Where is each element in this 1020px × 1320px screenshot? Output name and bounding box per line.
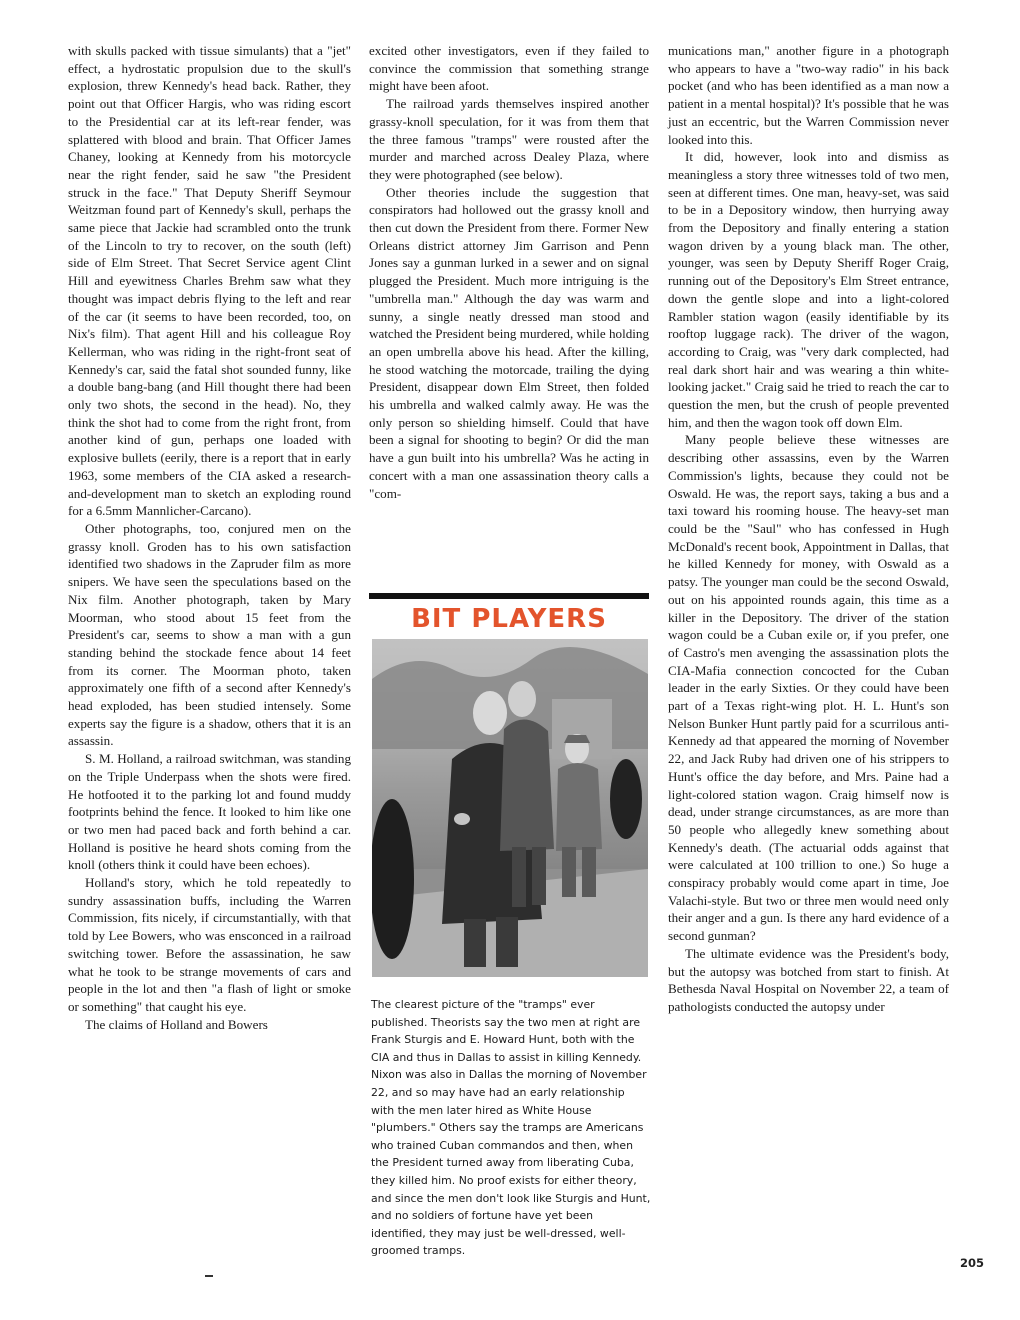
paragraph: Other photographs, too, conjured men on the grassy knoll. Groden has to his own satisfaction identified two shadows in the Zapruder film as more snipers. We have seen the speculations based on the Nix film. Another photograph, taken by Mary Moorman, who stood about 15 feet from the President's car, seems to show a man with a gun standing behind the stockade fence about 14 feet from its corner. The Moorman photo, taken approximately one fifth of a second after Kennedy's head exploded, has been studied intensely. Some experts say the figure is a shadow, others that it is an assassin. (68, 520, 351, 749)
article-column-right (668, 42, 949, 1016)
photo-caption: The clearest picture of the "tramps" ever published. Theorists say the two men at right are Frank Sturgis and E. Howard Hunt, both with the CIA and thus in Dallas to assist in killing Kennedy. Nixon was also in Dallas the morning of November 22, and so may have had an early relationship with the men later hired as White House "plumbers." Others say the tramps are Americans who trained Cuban commandos and then, when the President turned away from liberating Cuba, they killed him. No proof exists for either theory, and since the men don't look like Sturgis and Hunt, and no soldiers of fortune have yet been identified, they may just be well-dressed, well-groomed tramps. (371, 998, 651, 1258)
paragraph: Holland's story, which he told repeatedly to sundry assassination buffs, including the Warren Commission, fits nicely, if circumstantially, with that told by Lee Bowers, who was ensconced in a railroad switching tower. Before the assassination, he saw what he took to be strange movements of cars and people in the lot and then "a flash of light or smoke or something" that caught his eye. (68, 875, 351, 1014)
paragraph: Many people believe these witnesses are describing other assassins, even by the Warren Commission's lights, because they could not be Oswald. He was, the report says, taking a bus and a taxi toward his rooming house. The heavy-set man could be the "Saul" who has confessed in Hugh McDonald's recent book, Appointment in Dallas, that he killed Kennedy for money, with Oswald as a patsy. The younger man could be the second Oswald, out on his appointed rounds again, this time as a killer in the Depository. The driver of the station wagon could be a Cuban exile or, if you prefer, one of Castro's men avenging the assassination plots the CIA-Mafia connection concocted for the Cuban leader in the early Sixties. Or they could have been part of a Texas right-wing plot. H. L. Hunt's son Nelson Bunker Hunt partly paid for a scurrilous anti-Kennedy ad that appeared the morning of November 22, and Jack Ruby had driven one of his strippers to Hunt's office the day before, and Mrs. Paine had a light-colored station wagon. Craig himself now is dead, under strange circumstances, as are more than 50 people who allegedly knew something about Kennedy's death. (The actuarial odds against that were calculated at 100 trillion to one.) So huge a conspiracy probably would come apart in time, Joe Valachi-style. But two or three men would need only their anger and a gun. Is there any hard evidence of a second gunman? (668, 432, 949, 944)
paragraph: with skulls packed with tissue simulants) that a "jet" effect, a hydrostatic propulsion due to the skull's explosion, threw Kennedy's head back. Rather, they point out that Officer Hargis, who was riding escort to the Presidential car at its left-rear fender, was splattered with blood and brain. That Officer James Chaney, looking at Kennedy from his motorcycle near the right fender, said he saw "the President struck in the face." That Deputy Sheriff Seymour Weitzman found part of Kennedy's skull, perhaps the same piece that Jackie had scrambled onto the trunk of the Lincoln to try to recover, on the south (left) side of Elm Street. That Secret Service agent Clint Hill and eyewitness Charles Brehm saw what they thought was impact debris flying to the left and rear of the car (it seems to have been recorded, too, on Nix's film). That agent Hill and his colleague Roy Kellerman, who was riding in the right-front seat of Kennedy's car, said the fatal shot sounded funny, like a double bang-bang (and Hill thought there had been only two shots, the second in the head). No, they think the shot had to come from the right front, from another kind of gun, perhaps one loaded with explosive bullets (eerily, there is a report that in early 1963, some members of the CIA asked a research-and-development man to sketch an exploding round for a 6.5mm Mannlicher-Carcano). (68, 43, 351, 519)
sidebar-title: BIT PLAYERS (411, 604, 607, 634)
paragraph: It did, however, look into and dismiss as meaningless a story three witnesses told of two men, seen at different times. One man, heavy-set, was said to be in a Depository window, then hurrying away from the Depository and finally entering a station wagon driven by a young black man. The other, younger, was seen by Deputy Sheriff Roger Craig, running out of the Depository's Elm Street entrance, down the gentle slope and into a light-colored Rambler station wagon (easily identifiable by its rooftop luggage rack). The driver of the wagon, according to Craig, was "very dark complected, had real dark short hair and was wearing a thin white-looking jacket." Craig said he tried to reach the car to question the men, but the crush of people prevented him, and then the wagon took off down Elm. (668, 149, 949, 430)
article-column-middle (369, 42, 649, 502)
footer-mark (205, 1275, 213, 1277)
paragraph: Other theories include the suggestion that conspirators had hollowed out the grassy knoll and then cut down the President from there. Former New Orleans district attorney Jim Garrison and Penn Jones say a gunman lurked in a sewer and on signal plugged the President. Much more intriguing is the "umbrella man." Although the day was warm and sunny, a single neatly dressed man stood and watched the President being murdered, while holding an open umbrella above his head. After the killing, he stood watching the motorcade, trailing the dying President, disappear down Elm Street, then folded his umbrella and walked calmly away. He was the only person so shielding himself. Could that have been a signal for shooting to begin? Or did the man have a gun built into his umbrella? Was he acting in concert with a man one assassination theory calls a "com- (369, 184, 649, 501)
paragraph: The railroad yards themselves inspired another grassy-knoll speculation, for it was from them that the three famous "tramps" were rousted after the murder and marched across Dealey Plaza, where they were photographed (see below). (369, 96, 649, 182)
article-column-left (68, 42, 351, 1033)
paragraph: S. M. Holland, a railroad switchman, was standing on the Triple Underpass when the shots were fired. He hotfooted it to the parking lot and found muddy footprints behind the fence. It looked to him like one or two men had paced back and forth behind a car. Holland is positive he heard shots coming from the knoll (others think it could have been echoes). (68, 751, 351, 873)
sidebar-divider (369, 593, 649, 599)
paragraph: The ultimate evidence was the President's body, but the autopsy was botched from start to finish. At Bethesda Naval Hospital on November 22, a team of pathologists conducted the autopsy under (668, 945, 949, 1014)
tramps-photo (372, 639, 648, 977)
page-number: 205 (960, 1256, 985, 1270)
paragraph: munications man," another figure in a photograph who appears to have a "two-way radio" in his back pocket (and who has been identified as a man now a patient in a mental hospital)? It's possible that he was just an eccentric, but the Warren Commission never looked into this. (668, 43, 949, 147)
paragraph: The claims of Holland and Bowers (85, 1016, 268, 1032)
paragraph: excited other investigators, even if they failed to convince the commission that something strange might have been afoot. (369, 43, 649, 94)
